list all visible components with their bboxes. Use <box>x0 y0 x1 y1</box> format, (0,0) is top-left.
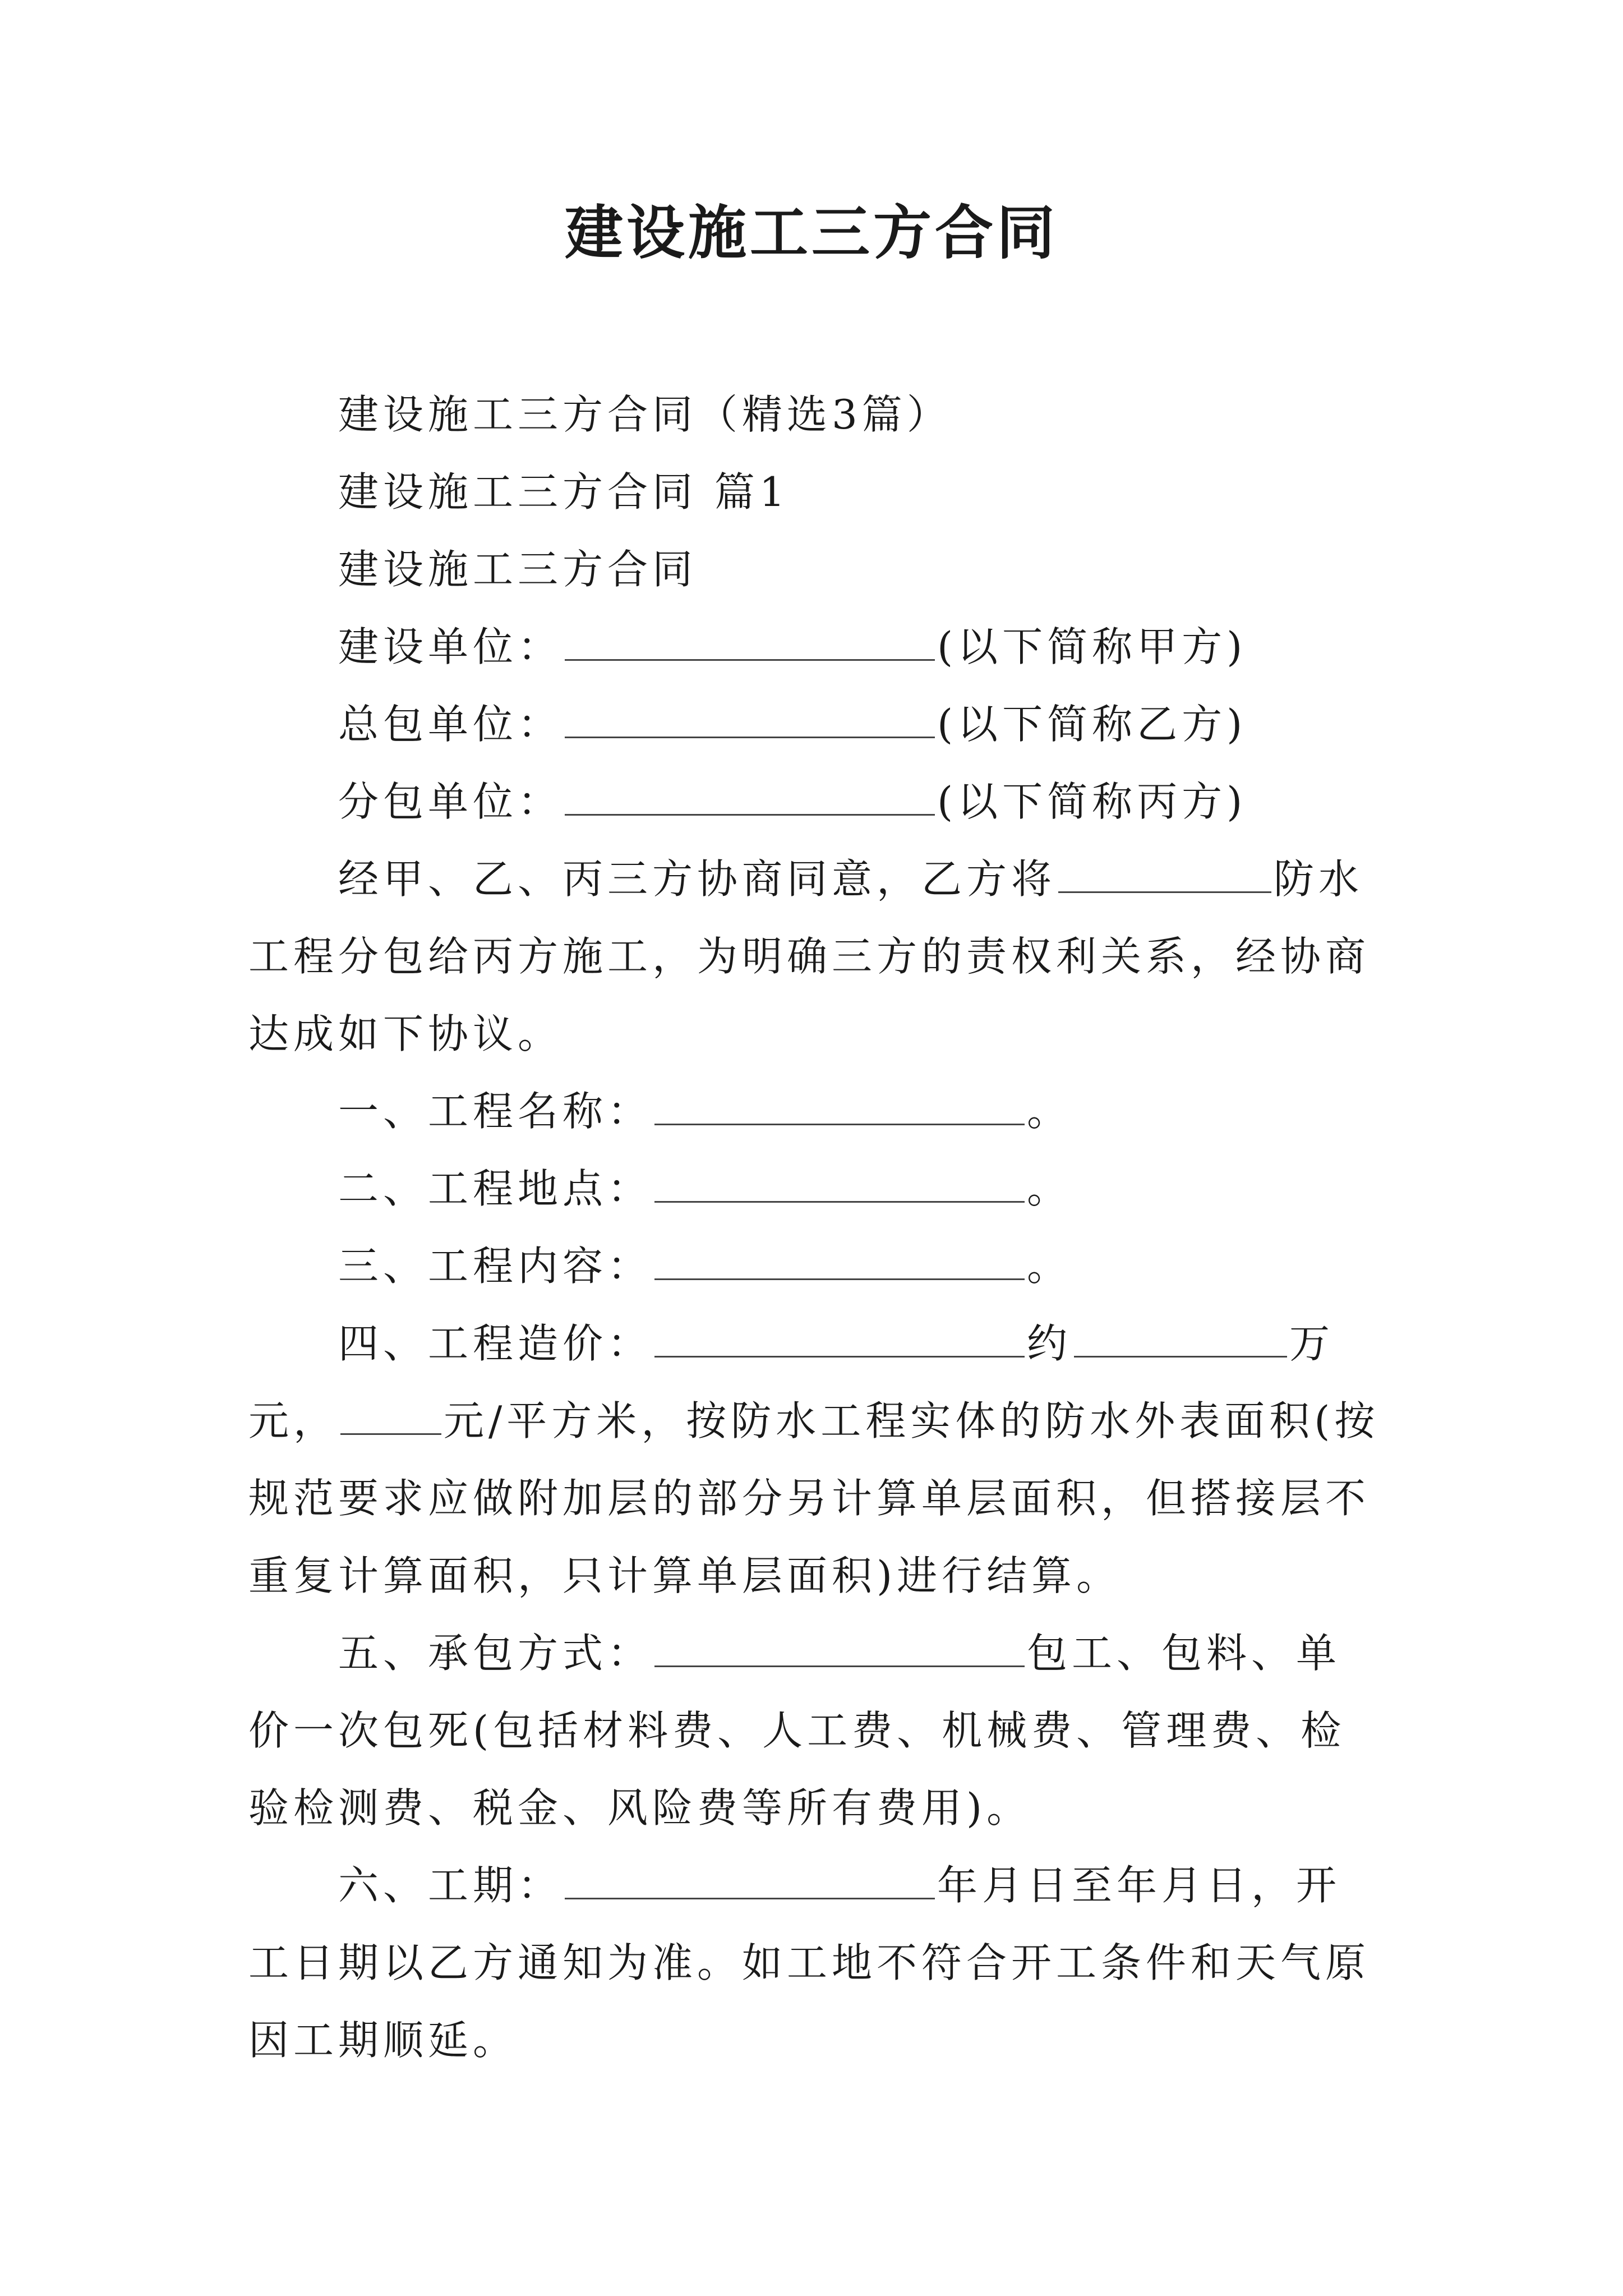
document-body <box>248 376 1381 2079</box>
item-project-content <box>248 1227 1381 1305</box>
item5-rest: 包工、包料、单价一次包死(包括材料费、人工费、机械费、管理费、检验检测费、税金、风险费等所有费用)。 <box>248 1630 1346 1832</box>
item1-label: 一、工程名称： <box>338 1088 653 1135</box>
intro-blank <box>1058 859 1271 893</box>
party-c-blank <box>565 781 935 816</box>
item4-label: 四、工程造价： <box>338 1320 653 1367</box>
item4-rest: 元/平方米，按防水工程实体的防水外表面积(按规范要求应做附加层的部分另计算单层面积，但搭接层不重复计算面积，只计算单层面积)进行结算。 <box>248 1397 1380 1599</box>
party-b-blank <box>565 704 935 738</box>
item2-label: 二、工程地点： <box>338 1165 653 1212</box>
party-a-blank <box>565 627 935 661</box>
contract-heading: 建设施工三方合同 <box>338 546 698 593</box>
party-b-line <box>248 685 1381 763</box>
document-title: 建设施工三方合同 <box>564 198 1058 267</box>
item4-unit: 万元， <box>248 1320 1335 1444</box>
intro-text-end: 防水工程分包给丙方施工，为明确三方的责权利关系，经协商达成如下协议。 <box>248 855 1371 1057</box>
item-contract-mode <box>248 1614 1381 1847</box>
item-project-cost <box>248 1305 1381 1614</box>
item3-blank <box>654 1246 1025 1280</box>
party-a-label: 建设单位： <box>338 623 563 670</box>
item1-end: 。 <box>1027 1088 1072 1135</box>
party-c-label: 分包单位： <box>338 778 563 825</box>
party-b-suffix: (以下简称乙方) <box>937 701 1247 748</box>
item6-rest: 年月日至年月日，开工日期以乙方通知为准。如工地不符合开工条件和天气原因工期顺延。 <box>248 1862 1371 2064</box>
item2-blank <box>654 1168 1025 1203</box>
party-c-line <box>248 763 1381 840</box>
party-b-label: 总包单位： <box>338 701 563 748</box>
item2-end: 。 <box>1027 1165 1072 1212</box>
subtitle-part-one: 建设施工三方合同 篇1 <box>338 468 790 516</box>
item6-label: 六、工期： <box>338 1862 563 1909</box>
item4-blank-wan <box>1074 1323 1287 1358</box>
item1-blank <box>654 1091 1025 1125</box>
item3-end: 。 <box>1027 1243 1072 1290</box>
party-c-suffix: (以下简称丙方) <box>937 778 1247 825</box>
item5-label: 五、承包方式： <box>338 1630 653 1677</box>
item4-blank-total <box>654 1323 1025 1358</box>
party-a-suffix: (以下简称甲方) <box>937 623 1247 670</box>
item-project-name <box>248 1073 1381 1150</box>
intro-text-start: 经甲、乙、丙三方协商同意，乙方将 <box>338 855 1057 903</box>
item-schedule <box>248 1847 1381 2079</box>
item3-label: 三、工程内容： <box>338 1243 653 1290</box>
subtitle-selection: 建设施工三方合同（精选3篇） <box>338 391 952 438</box>
party-a-line <box>248 608 1381 685</box>
intro-paragraph <box>248 840 1381 1073</box>
item-project-location <box>248 1150 1381 1227</box>
item5-blank <box>654 1633 1025 1667</box>
item6-blank <box>565 1865 935 1899</box>
item4-blank-unit-price <box>340 1401 441 1435</box>
item4-mid: 约 <box>1027 1320 1072 1367</box>
